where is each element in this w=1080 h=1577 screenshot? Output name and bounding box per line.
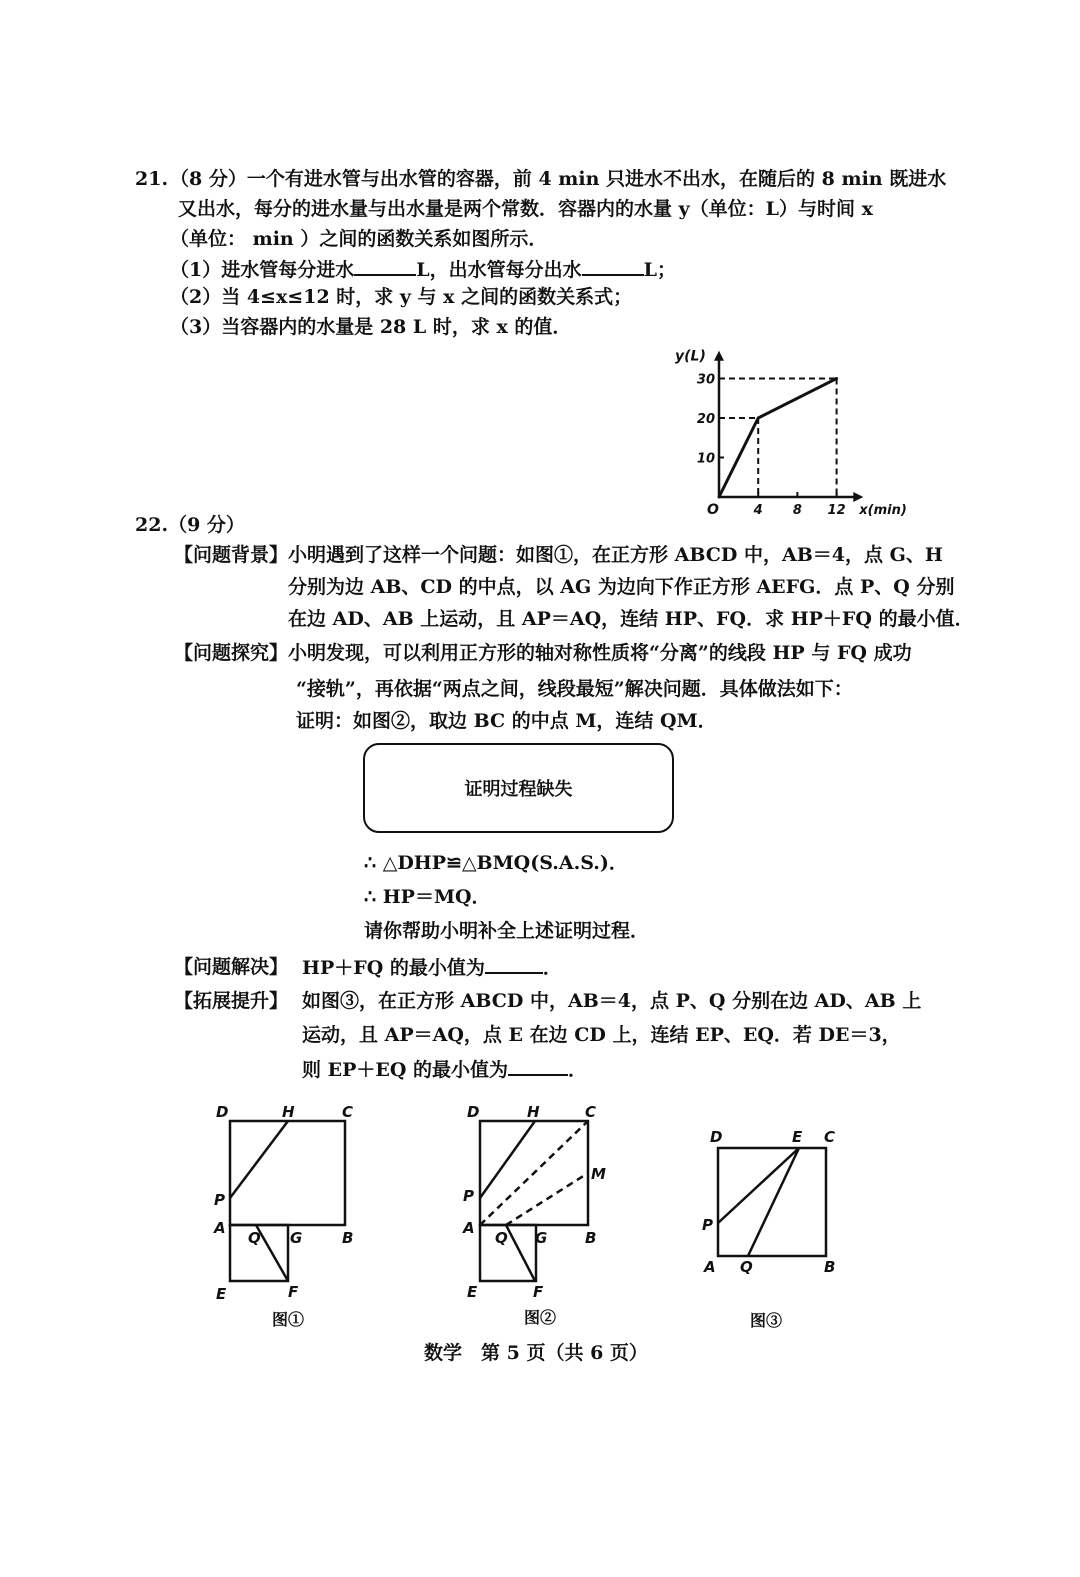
figure-2	[455, 1095, 625, 1305]
q22-number-text: 22.	[135, 514, 169, 536]
answer-blank[interactable]	[508, 1056, 568, 1076]
q22-score: （9 分）	[168, 514, 245, 536]
proof-missing-text: 证明过程缺失	[464, 779, 573, 800]
label-h: H	[282, 1103, 295, 1121]
label-e: E	[216, 1285, 227, 1303]
segment-hp	[230, 1121, 288, 1198]
label-p: P	[463, 1187, 474, 1205]
label-p: P	[702, 1216, 713, 1234]
therefore-equal: ∴ HP＝MQ．	[364, 886, 491, 908]
figure-1	[200, 1095, 370, 1305]
label-q: Q	[248, 1229, 261, 1247]
x-tick-label: 8	[792, 503, 802, 518]
x-tick-label: 12	[827, 503, 846, 518]
x-axis-label: x(min)	[859, 503, 907, 518]
label-e: E	[792, 1128, 803, 1146]
data-point	[757, 417, 760, 420]
label-p: P	[214, 1191, 225, 1209]
q22-background-line1: 小明遇到了这样一个问题：如图①，在正方形 ABCD 中，AB＝4，点 G、H	[288, 544, 943, 566]
q22-solution-text: HP＋FQ 的最小值为	[302, 957, 485, 979]
y-axis-arrow	[714, 351, 724, 361]
y-tick-label: 30	[696, 372, 715, 388]
q22-extension-line1: 如图③，在正方形 ABCD 中，AB＝4，点 P、Q 分别在边 AD、AB 上	[302, 990, 922, 1012]
label-f: F	[533, 1283, 544, 1301]
data-point	[835, 377, 838, 380]
q22-extension-line2: 运动，且 AP＝AQ，点 E 在边 CD 上，连结 EP、EQ．若 DE＝3，	[302, 1024, 901, 1046]
q21-part1-b: L，出水管每分出水	[416, 259, 582, 281]
label-c: C	[342, 1103, 354, 1121]
q22-extension-end: ．	[568, 1059, 588, 1081]
label-q: Q	[495, 1229, 508, 1247]
q22-explore-line1: 小明发现，可以利用正方形的轴对称性质将“分离”的线段 HP 与 FQ 成功	[288, 642, 912, 664]
x-axis-arrow	[853, 492, 863, 502]
square-abcd	[718, 1148, 826, 1256]
label-b: B	[585, 1229, 597, 1247]
segment-eq	[748, 1148, 799, 1256]
label-f: F	[288, 1283, 299, 1301]
diagonal-ac	[480, 1121, 588, 1225]
label-q: Q	[740, 1258, 753, 1276]
label-a: A	[214, 1219, 226, 1237]
q21-stem-line1: （8 分）一个有进水管与出水管的容器，前 4 min 只进水不出水，在随后的 8 min 既进水	[170, 168, 947, 190]
q22-explore-line3: 证明：如图②，取边 BC 的中点 M，连结 QM．	[296, 710, 717, 732]
label-d: D	[710, 1128, 723, 1146]
q21-stem-line2: 又出水，每分的进水量与出水量是两个常数．容器内的水量 y（单位：L）与时间 x	[178, 198, 873, 220]
label-c: C	[824, 1128, 836, 1146]
square-abcd	[230, 1121, 345, 1225]
label-e: E	[467, 1283, 478, 1301]
q22-explore-line2: “接轨”，再依据“两点之间，线段最短”解决问题．具体做法如下：	[296, 678, 853, 700]
y-axis-label: y(L)	[675, 348, 706, 365]
x-tick-label: 4	[753, 503, 763, 518]
y-tick-label: 20	[696, 412, 715, 427]
label-d: D	[216, 1103, 229, 1121]
figure-1-caption: 图①	[272, 1310, 305, 1329]
label-b: B	[342, 1229, 354, 1247]
q22-background-line3: 在边 AD、AB 上运动，且 AP＝AQ，连结 HP、FQ．求 HP＋FQ 的最小值．	[288, 608, 974, 630]
figure-3	[700, 1120, 860, 1290]
please-complete: 请你帮助小明补全上述证明过程．	[364, 920, 650, 942]
segment-qm	[506, 1173, 588, 1225]
label-g: G	[290, 1229, 303, 1247]
q22-extension-tag: 【拓展提升】	[174, 990, 289, 1012]
q21-part2: （2）当 4≤x≤12 时，求 y 与 x 之间的函数关系式；	[170, 286, 633, 308]
label-a: A	[704, 1258, 716, 1276]
page-footer: 数学 第 5 页（共 6 页）	[424, 1342, 648, 1364]
q22-background-line2: 分别为边 AB、CD 的中点，以 AG 为边向下作正方形 AEFG．点 P、Q 分别	[288, 576, 955, 598]
segment-fq	[256, 1225, 288, 1281]
q21-stem-line3: （单位： min ）之间的函数关系如图所示．	[170, 228, 548, 250]
series-line	[719, 379, 837, 498]
q22-background-tag: 【问题背景】	[174, 544, 289, 566]
q21-part3: （3）当容器内的水量是 28 L 时，求 x 的值．	[170, 316, 572, 338]
therefore-congruent: ∴ △DHP≌△BMQ(S.A.S.)．	[364, 852, 628, 874]
figure-3-caption: 图③	[750, 1311, 783, 1330]
segment-fq	[506, 1225, 535, 1281]
label-d: D	[467, 1103, 480, 1121]
answer-blank[interactable]	[485, 954, 543, 974]
q22-solution-end: ．	[542, 957, 562, 979]
y-tick-label: 10	[696, 451, 715, 467]
label-g: G	[535, 1229, 548, 1247]
proof-placeholder-box	[363, 743, 674, 833]
q22-extension-text: 则 EP＋EQ 的最小值为	[302, 1059, 509, 1081]
segment-hp	[480, 1121, 535, 1198]
q22-explore-tag: 【问题探究】	[174, 642, 289, 664]
q22-solution-tag: 【问题解决】	[174, 956, 289, 978]
figure-2-caption: 图②	[524, 1308, 557, 1327]
label-h: H	[527, 1103, 540, 1121]
label-c: C	[585, 1103, 597, 1121]
label-a: A	[463, 1219, 475, 1237]
segment-ep	[718, 1148, 799, 1223]
label-m: M	[591, 1165, 606, 1183]
q22-number	[135, 512, 245, 538]
data-point	[718, 496, 721, 499]
origin-label: O	[707, 502, 719, 518]
label-b: B	[824, 1258, 836, 1276]
q22-extension-line3	[302, 1056, 587, 1083]
q21-part1-c: L；	[643, 259, 676, 281]
q21-number: 21.	[135, 168, 169, 190]
q21-part1-a: （1）进水管每分进水	[170, 259, 355, 281]
q22-solution-line	[302, 954, 562, 981]
square-aefg	[480, 1225, 536, 1281]
